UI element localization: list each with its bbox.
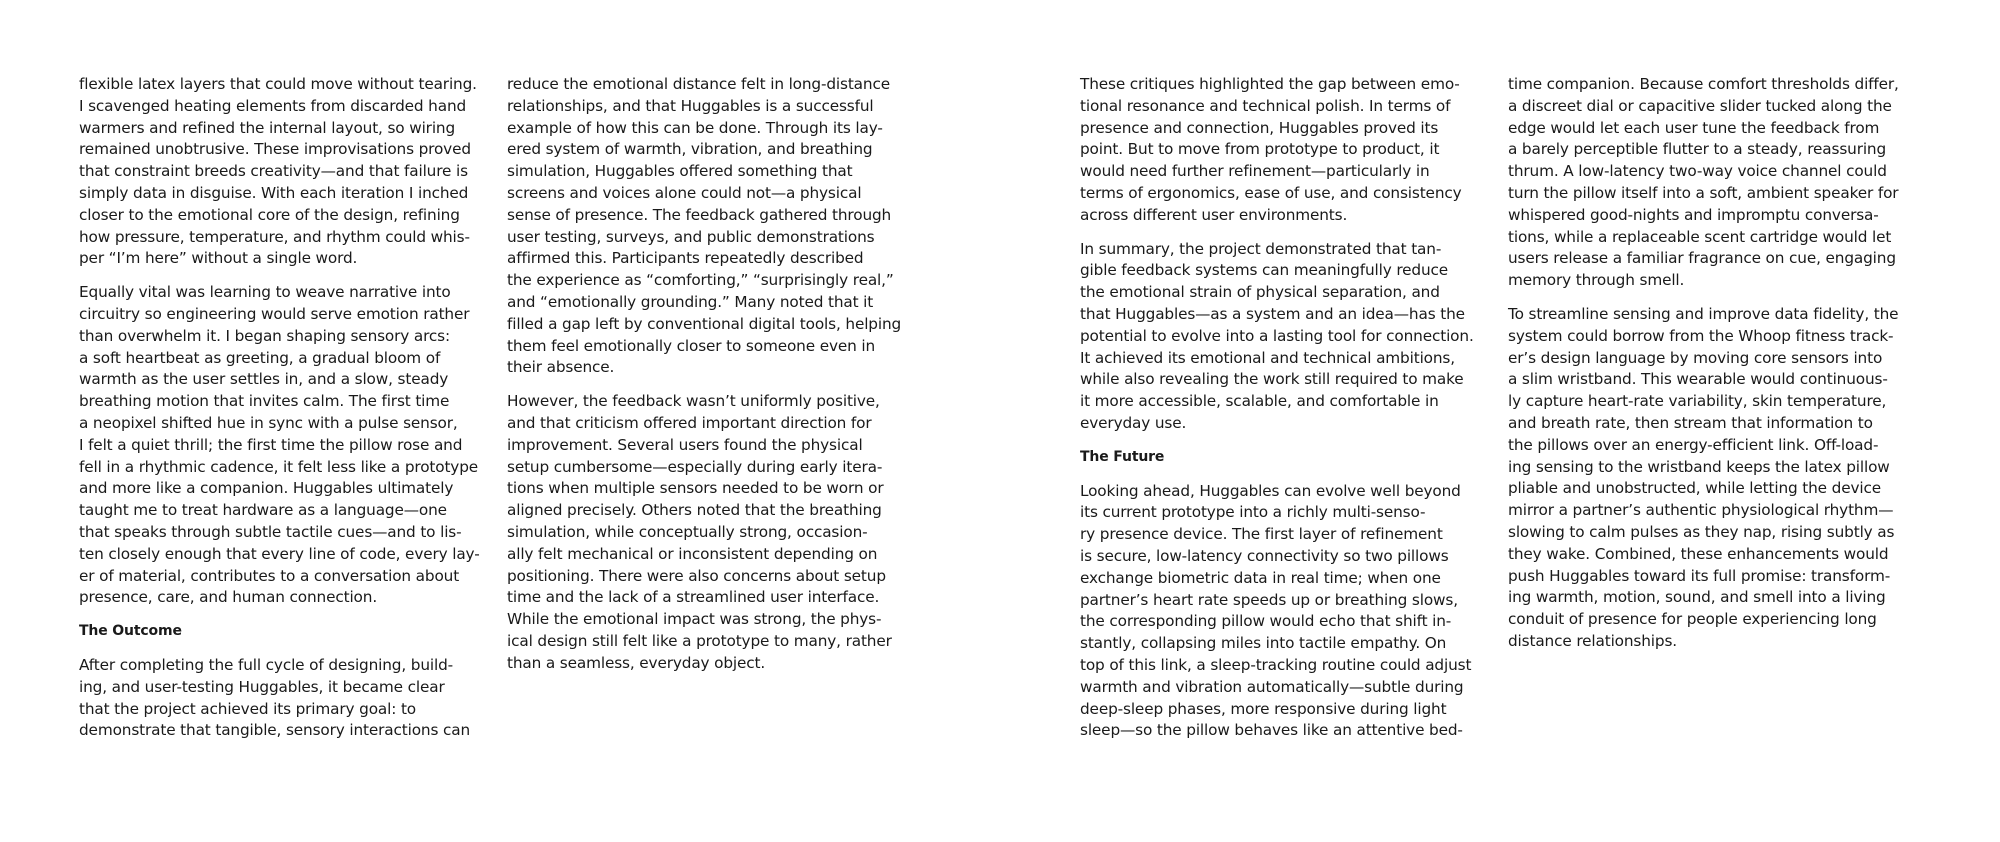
- text-line: user testing, surveys, and public demonstrations: [507, 227, 875, 246]
- text-line: that the project achieved its primary goal: to: [79, 699, 416, 718]
- text-line: distance relationships.: [1508, 631, 1677, 650]
- text-line: partner’s heart rate speeds up or breathing slows,: [1080, 590, 1458, 609]
- text-line: that speaks through subtle tactile cues—and to lis-: [79, 522, 462, 541]
- text-line: exchange biometric data in real time; when one: [1080, 568, 1441, 587]
- section-heading: [79, 621, 497, 643]
- text-line: improvement. Several users found the physical: [507, 435, 863, 454]
- text-line: than a seamless, everyday object.: [507, 653, 766, 672]
- text-line: the emotional strain of physical separation, and: [1080, 283, 1440, 302]
- text-line: These critiques highlighted the gap between emo-: [1080, 75, 1460, 93]
- text-line: taught me to treat hardware as a language—one: [79, 501, 447, 520]
- text-line: users release a familiar fragrance on cue, engaging: [1508, 249, 1896, 268]
- text-line: ly capture heart-rate variability, skin temperature,: [1508, 392, 1887, 411]
- text-line: tions when multiple sensors needed to be worn or: [507, 479, 884, 498]
- text-line: a discreet dial or capacitive slider tucked along the: [1508, 96, 1892, 115]
- text-line: warmth and vibration automatically—subtle during: [1080, 677, 1464, 696]
- text-line: thrum. A low-latency two-way voice channel could: [1508, 162, 1887, 181]
- text-line: conduit of presence for people experiencing long: [1508, 610, 1877, 629]
- text-line: The Outcome: [79, 623, 182, 640]
- text-line: and that criticism offered important direction for: [507, 413, 872, 432]
- text-line: whispered good-nights and impromptu conversa-: [1508, 205, 1879, 224]
- text-line: example of how this can be done. Through its lay-: [507, 118, 883, 137]
- text-line: However, the feedback wasn’t uniformly positive,: [507, 392, 880, 411]
- paragraph: [79, 282, 497, 609]
- text-line: ical design still felt like a prototype to many, rather: [507, 631, 892, 650]
- text-line: a barely perceptible flutter to a steady, reassuring: [1508, 140, 1887, 159]
- text-line: The Future: [1080, 448, 1165, 465]
- text-line: warmth as the user settles in, and a slow, steady: [79, 370, 449, 389]
- text-line: turn the pillow itself into a soft, ambient speaker for: [1508, 183, 1899, 202]
- text-line: a neopixel shifted hue in sync with a pulse sensor,: [79, 413, 458, 432]
- paragraph: [1508, 304, 1926, 653]
- text-line: demonstrate that tangible, sensory interactions can: [79, 721, 471, 740]
- text-line: Looking ahead, Huggables can evolve well beyond: [1080, 481, 1461, 500]
- text-line: would need further refinement—particularly in: [1080, 162, 1430, 181]
- paragraph: [79, 655, 497, 742]
- text-line: edge would let each user tune the feedback from: [1508, 118, 1880, 137]
- text-line: I scavenged heating elements from discarded hand: [79, 96, 467, 115]
- text-line: deep-sleep phases, more responsive during light: [1080, 699, 1447, 718]
- text-line: closer to the emotional core of the design, refining: [79, 205, 460, 224]
- text-column-1: [79, 74, 497, 754]
- text-line: I felt a quiet thrill; the first time the pillow rose and: [79, 435, 463, 454]
- paragraph: [507, 391, 925, 674]
- text-line: flexible latex layers that could move without tearing.: [79, 75, 477, 93]
- text-line: sense of presence. The feedback gathered through: [507, 205, 892, 224]
- text-line: push Huggables toward its full promise: transform-: [1508, 566, 1891, 585]
- text-line: ally felt mechanical or inconsistent depending on: [507, 544, 878, 563]
- text-line: screens and voices alone could not—a physical: [507, 183, 862, 202]
- text-line: fell in a rhythmic cadence, it felt less like a prototype: [79, 457, 479, 476]
- text-line: that Huggables—as a system and an idea—has the: [1080, 304, 1465, 323]
- text-line: it more accessible, scalable, and comfortable in: [1080, 392, 1439, 411]
- text-line: stantly, collapsing miles into tactile empathy. On: [1080, 634, 1447, 653]
- text-line: ered system of warmth, vibration, and breathing: [507, 140, 873, 159]
- text-line: system could borrow from the Whoop fitness track-: [1508, 326, 1894, 345]
- text-line: top of this link, a sleep-tracking routine could adjust: [1080, 655, 1472, 674]
- text-line: breathing motion that invites calm. The first time: [79, 392, 450, 411]
- text-line: is secure, low-latency connectivity so two pillows: [1080, 546, 1449, 565]
- text-line: time and the lack of a streamlined user interface.: [507, 588, 880, 607]
- text-line: and more like a companion. Huggables ultimately: [79, 479, 454, 498]
- text-line: setup cumbersome—especially during early itera-: [507, 457, 883, 476]
- text-line: In summary, the project demonstrated that tan-: [1080, 239, 1442, 258]
- text-line: er’s design language by moving core sensors into: [1508, 348, 1883, 367]
- text-line: and “emotionally grounding.” Many noted that it: [507, 292, 874, 311]
- text-line: slowing to calm pulses as they nap, rising subtly as: [1508, 522, 1895, 541]
- paragraph: [1080, 74, 1498, 227]
- text-line: ing warmth, motion, sound, and smell into a living: [1508, 588, 1886, 607]
- text-line: while also revealing the work still required to make: [1080, 370, 1464, 389]
- text-line: time companion. Because comfort thresholds differ,: [1508, 75, 1899, 93]
- text-line: that constraint breeds creativity—and that failure is: [79, 162, 468, 181]
- text-line: per “I’m here” without a single word.: [79, 249, 358, 268]
- text-line: tions, while a replaceable scent cartridge would let: [1508, 227, 1892, 246]
- section-heading: [1080, 447, 1498, 469]
- text-line: warmers and refined the internal layout, so wiring: [79, 118, 456, 137]
- text-line: potential to evolve into a lasting tool for connection.: [1080, 326, 1474, 345]
- text-line: point. But to move from prototype to product, it: [1080, 140, 1440, 159]
- text-column-4: [1508, 74, 1926, 665]
- text-line: sleep—so the pillow behaves like an attentive bed-: [1080, 721, 1463, 740]
- text-line: ten closely enough that every line of code, every lay-: [79, 544, 480, 563]
- text-line: It achieved its emotional and technical ambitions,: [1080, 348, 1455, 367]
- text-line: a slim wristband. This wearable would continuous-: [1508, 370, 1888, 389]
- text-line: simulation, while conceptually strong, occasion-: [507, 522, 868, 541]
- text-line: across different user environments.: [1080, 205, 1348, 224]
- text-line: After completing the full cycle of designing, build-: [79, 655, 454, 674]
- text-line: everyday use.: [1080, 413, 1187, 432]
- text-line: presence, care, and human connection.: [79, 588, 378, 607]
- text-line: than overwhelm it. I began shaping sensory arcs:: [79, 326, 451, 345]
- text-line: aligned precisely. Others noted that the breathing: [507, 501, 882, 520]
- text-line: presence and connection, Huggables proved its: [1080, 118, 1439, 137]
- text-column-3: [1080, 74, 1498, 754]
- text-line: the corresponding pillow would echo that shift in-: [1080, 612, 1452, 631]
- text-line: tional resonance and technical polish. In terms of: [1080, 96, 1451, 115]
- text-line: ing sensing to the wristband keeps the latex pillow: [1508, 457, 1890, 476]
- text-column-2: [507, 74, 925, 687]
- text-line: filled a gap left by conventional digital tools, helping: [507, 314, 902, 333]
- paragraph: [79, 74, 497, 270]
- text-line: remained unobtrusive. These improvisations proved: [79, 140, 471, 159]
- text-line: affirmed this. Participants repeatedly described: [507, 249, 864, 268]
- text-line: the experience as “comforting,” “surprisingly real,”: [507, 271, 894, 290]
- text-line: them feel emotionally closer to someone even in: [507, 336, 876, 355]
- text-line: relationships, and that Huggables is a successful: [507, 96, 874, 115]
- text-line: memory through smell.: [1508, 271, 1685, 290]
- text-line: and breath rate, then stream that information to: [1508, 413, 1873, 432]
- text-line: terms of ergonomics, ease of use, and consistency: [1080, 183, 1462, 202]
- text-line: they wake. Combined, these enhancements would: [1508, 544, 1889, 563]
- text-line: how pressure, temperature, and rhythm could whis-: [79, 227, 470, 246]
- text-line: a soft heartbeat as greeting, a gradual bloom of: [79, 348, 441, 367]
- paragraph: [1508, 74, 1926, 292]
- paragraph: [507, 74, 925, 379]
- paragraph: [1080, 481, 1498, 743]
- text-line: Equally vital was learning to weave narrative into: [79, 283, 451, 302]
- text-line: er of material, contributes to a conversation about: [79, 566, 460, 585]
- text-line: simply data in disguise. With each iteration I inched: [79, 183, 469, 202]
- text-line: ry presence device. The first layer of refinement: [1080, 525, 1443, 544]
- text-line: gible feedback systems can meaningfully reduce: [1080, 261, 1449, 280]
- text-line: simulation, Huggables offered something that: [507, 162, 853, 181]
- text-line: To streamline sensing and improve data fidelity, the: [1508, 304, 1899, 323]
- text-line: mirror a partner’s authentic physiological rhythm—: [1508, 501, 1894, 520]
- text-line: While the emotional impact was strong, the phys-: [507, 610, 882, 629]
- text-line: ing, and user-testing Huggables, it became clear: [79, 677, 445, 696]
- text-line: reduce the emotional distance felt in long-distance: [507, 75, 890, 93]
- text-line: positioning. There were also concerns about setup: [507, 566, 886, 585]
- text-line: their absence.: [507, 358, 615, 377]
- text-line: circuitry so engineering would serve emotion rather: [79, 304, 470, 323]
- text-line: its current prototype into a richly multi-senso-: [1080, 503, 1426, 522]
- paragraph: [1080, 239, 1498, 435]
- text-line: pliable and unobstructed, while letting the device: [1508, 479, 1881, 498]
- text-line: the pillows over an energy-efficient link. Off-load-: [1508, 435, 1879, 454]
